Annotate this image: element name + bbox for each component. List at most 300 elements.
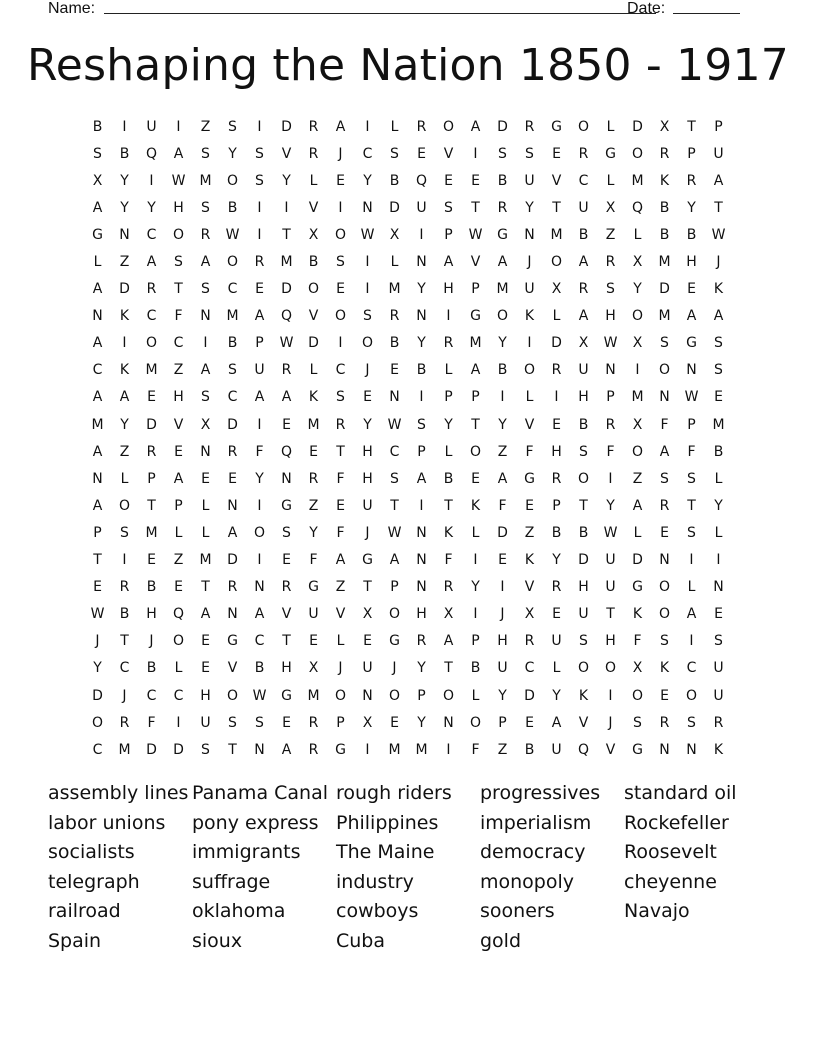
grid-letter: R [308,145,319,162]
grid-letter: R [497,199,508,216]
grid-letter: Y [552,552,561,569]
grid-letter: V [308,308,319,325]
grid-letter: A [389,552,400,569]
grid-letter: H [578,389,589,406]
grid-letter: Q [172,606,185,623]
grid-letter: E [309,443,318,460]
grid-letter: N [605,362,616,379]
grid-letter: D [146,741,157,758]
grid-letter: I [257,552,262,569]
grid-letter: E [552,145,561,162]
grid-letter: W [468,226,483,243]
grid-letter: L [444,443,453,460]
word-bank-item: progressives [480,782,601,804]
grid-letter: H [362,470,373,487]
grid-letter: Y [606,497,615,514]
grid-letter: M [145,362,158,379]
grid-letter: X [659,118,670,135]
grid-letter: I [365,741,370,758]
grid-letter: L [336,633,345,650]
grid-letter: O [604,660,617,677]
grid-letter: R [281,362,292,379]
grid-letter: U [362,660,373,677]
grid-letter: H [173,199,184,216]
grid-letter: V [335,606,346,623]
grid-letter: B [713,443,724,460]
grid-letter: G [524,470,535,487]
grid-letter: G [281,497,292,514]
grid-letter: Q [415,172,428,189]
grid-letter: E [309,633,318,650]
grid-letter: S [498,145,507,162]
grid-letter: D [632,552,643,569]
word-bank-item: Philippines [336,811,439,834]
grid-letter: R [524,118,535,135]
grid-letter: U [578,362,589,379]
grid-letter: I [365,281,370,298]
grid-letter: Z [524,524,535,541]
grid-letter: A [173,145,184,162]
grid-row [84,330,732,357]
grid-row [84,221,732,248]
grid-row [84,736,732,763]
grid-letter: U [713,660,724,677]
grid-letter: K [713,741,724,758]
grid-letter: O [91,714,104,731]
grid-letter: U [362,497,373,514]
grid-letter: O [631,443,644,460]
grid-letter: F [633,633,642,650]
date-blank-line [673,13,740,14]
grid-letter: M [631,389,644,406]
grid-letter: S [255,714,264,731]
grid-letter: E [714,606,723,623]
grid-letter: Z [632,470,643,487]
grid-letter: P [471,633,480,650]
grid-letter: I [257,497,262,514]
grid-letter: S [525,145,534,162]
grid-letter: U [524,281,535,298]
grid-letter: I [689,633,694,650]
grid-letter: D [281,281,292,298]
grid-letter: J [95,633,100,650]
grid-letter: I [257,118,262,135]
grid-letter: R [659,714,670,731]
grid-letter: B [497,172,508,189]
grid-letter: N [524,226,535,243]
grid-letter: I [500,579,505,596]
grid-letter: A [713,172,724,189]
grid-letter: W [684,389,699,406]
grid-letter: T [390,497,399,514]
grid-letter: J [122,687,127,704]
grid-letter: X [551,281,562,298]
grid-letter: D [497,118,508,135]
grid-letter: U [713,145,724,162]
grid-letter: N [713,579,724,596]
grid-letter: N [200,308,211,325]
grid-letter: U [146,118,157,135]
grid-letter: S [390,145,399,162]
grid-letter: E [174,579,183,596]
grid-letter: M [118,741,131,758]
grid-letter: F [147,714,156,731]
grid-letter: I [419,226,424,243]
grid-letter: V [470,254,481,271]
grid-letter: B [146,660,157,677]
grid-letter: C [335,362,346,379]
grid-letter: G [227,633,238,650]
grid-letter: E [201,470,210,487]
grid-letter: X [362,714,373,731]
grid-letter: S [201,389,210,406]
grid-letter: B [443,470,454,487]
grid-letter: K [524,308,535,325]
grid-letter: C [389,443,400,460]
grid-letter: I [149,172,154,189]
grid-letter: E [687,281,696,298]
grid-letter: Y [255,470,264,487]
grid-letter: I [419,389,424,406]
grid-letter: I [257,199,262,216]
word-bank-item: Navajo [624,900,690,923]
grid-letter: P [552,497,561,514]
grid-letter: K [578,687,589,704]
grid-letter: A [659,443,670,460]
name-label: Name: [48,0,96,17]
grid-letter: G [497,226,508,243]
grid-letter: L [444,362,453,379]
grid-letter: O [631,145,644,162]
grid-letter: Y [633,281,642,298]
grid-letter: D [524,687,535,704]
grid-letter: R [227,579,238,596]
grid-letter: V [605,741,616,758]
grid-letter: H [578,579,589,596]
grid-letter: L [390,118,399,135]
grid-letter: C [227,281,238,298]
grid-letter: O [442,687,455,704]
grid-letter: H [605,308,616,325]
grid-letter: I [473,606,478,623]
grid-letter: U [713,687,724,704]
grid-letter: I [176,714,181,731]
grid-letter: A [335,118,346,135]
grid-letter: L [174,524,183,541]
grid-letter: L [687,579,696,596]
grid-letter: T [471,416,480,433]
grid-letter: Y [471,579,480,596]
grid-letter: U [254,362,265,379]
grid-letter: A [443,254,454,271]
grid-letter: Q [145,145,158,162]
grid-letter: Y [120,416,129,433]
grid-letter: O [442,118,455,135]
grid-letter: F [255,443,264,460]
grid-letter: R [281,579,292,596]
grid-letter: R [605,254,616,271]
grid-letter: I [473,145,478,162]
grid-letter: T [714,199,723,216]
grid-letter: N [227,497,238,514]
grid-letter: X [632,660,643,677]
word-bank-item: industry [336,870,414,893]
grid-letter: R [389,308,400,325]
grid-letter: W [711,226,726,243]
grid-letter: A [281,389,292,406]
grid-letter: H [416,606,427,623]
grid-letter: H [200,687,211,704]
grid-letter: S [282,524,291,541]
grid-letter: E [228,470,237,487]
grid-letter: M [550,226,563,243]
grid-letter: P [714,118,723,135]
grid-letter: A [92,199,103,216]
grid-letter: A [92,443,103,460]
grid-letter: U [605,552,616,569]
grid-letter: T [606,606,615,623]
grid-letter: I [608,470,613,487]
grid-letter: O [361,335,374,352]
grid-letter: F [606,443,615,460]
grid-letter: L [714,524,723,541]
grid-letter: H [551,443,562,460]
grid-letter: P [444,389,453,406]
grid-letter: A [497,470,508,487]
word-bank-item: telegraph [48,870,140,893]
grid-letter: R [146,281,157,298]
word-bank-item: railroad [48,900,121,923]
grid-letter: R [308,118,319,135]
grid-letter: L [552,308,561,325]
grid-letter: X [632,335,643,352]
grid-letter: E [282,416,291,433]
grid-letter: C [92,741,103,758]
grid-letter: B [227,199,238,216]
grid-letter: A [146,254,157,271]
grid-letter: V [281,145,292,162]
grid-letter: V [551,172,562,189]
grid-letter: O [253,524,266,541]
grid-letter: R [578,145,589,162]
grid-letter: I [716,552,721,569]
grid-letter: R [227,443,238,460]
grid-letter: U [551,741,562,758]
grid-letter: A [551,714,562,731]
grid-letter: Y [120,199,129,216]
grid-letter: K [119,362,130,379]
grid-row [84,492,732,519]
grid-letter: O [388,687,401,704]
grid-letter: H [281,660,292,677]
grid-letter: E [147,389,156,406]
grid-letter: E [471,470,480,487]
grid-letter: F [309,552,318,569]
grid-letter: E [498,552,507,569]
grid-letter: A [578,308,589,325]
grid-letter: T [444,660,453,677]
grid-letter: A [92,281,103,298]
grid-letter: S [255,145,264,162]
grid-letter: N [254,579,265,596]
grid-letter: I [365,254,370,271]
grid-letter: T [147,497,156,514]
grid-letter: C [173,335,184,352]
grid-letter: F [336,524,345,541]
grid-letter: X [524,606,535,623]
grid-letter: M [199,172,212,189]
grid-letter: I [338,335,343,352]
page-title: Reshaping the Nation 1850 - 1917 [27,40,789,91]
grid-letter: S [687,470,696,487]
grid-letter: B [470,660,481,677]
grid-row [84,519,732,546]
word-bank-item: oklahoma [192,900,286,923]
grid-letter: S [201,741,210,758]
grid-letter: N [362,199,373,216]
grid-letter: R [200,226,211,243]
grid-letter: K [659,660,670,677]
grid-letter: H [173,389,184,406]
grid-letter: M [307,416,320,433]
grid-letter: X [443,606,454,623]
grid-letter: Y [93,660,102,677]
grid-letter: I [122,335,127,352]
grid-letter: Y [417,660,426,677]
grid-letter: B [524,741,535,758]
grid-letter: S [201,281,210,298]
grid-letter: A [443,633,454,650]
word-bank-item: cheyenne [624,870,717,893]
grid-letter: Y [309,524,318,541]
grid-letter: L [606,118,615,135]
grid-letter: E [201,660,210,677]
grid-letter: M [226,308,239,325]
grid-letter: I [257,226,262,243]
grid-letter: C [119,660,130,677]
grid-letter: B [254,660,265,677]
grid-letter: E [444,172,453,189]
grid-row [84,547,732,574]
word-bank [48,779,768,959]
grid-letter: S [201,199,210,216]
grid-letter: X [632,254,643,271]
grid-letter: I [635,362,640,379]
grid-letter: K [524,552,535,569]
grid-letter: E [201,633,210,650]
grid-letter: G [389,633,400,650]
grid-letter: O [226,172,239,189]
grid-letter: G [470,308,481,325]
grid-letter: D [632,118,643,135]
grid-letter: S [336,254,345,271]
grid-letter: R [146,443,157,460]
grid-letter: L [309,362,318,379]
grid-letter: A [173,470,184,487]
grid-letter: A [254,389,265,406]
grid-letter: H [605,633,616,650]
grid-letter: N [416,308,427,325]
grid-letter: U [200,714,211,731]
word-bank-item: assembly lines [48,782,189,804]
word-bank-item: sioux [192,929,243,952]
grid-letter: F [498,497,507,514]
grid-letter: D [227,552,238,569]
grid-letter: G [605,145,616,162]
word-bank-item: rough riders [336,782,452,804]
grid-letter: R [308,741,319,758]
grid-letter: B [551,524,562,541]
grid-letter: E [660,524,669,541]
grid-letter: Q [631,199,644,216]
grid-letter: E [336,281,345,298]
grid-letter: O [145,335,158,352]
grid-letter: O [496,308,509,325]
word-bank-item: Panama Canal [192,782,328,804]
grid-letter: N [659,389,670,406]
grid-row [84,411,732,438]
grid-letter: N [443,714,454,731]
grid-letter: B [659,226,670,243]
grid-letter: U [416,199,427,216]
grid-letter: U [524,172,535,189]
grid-letter: M [388,741,401,758]
grid-letter: C [173,687,184,704]
grid-letter: X [308,226,319,243]
grid-letter: A [254,606,265,623]
grid-letter: D [497,524,508,541]
word-bank-item: labor unions [48,811,166,834]
grid-letter: I [122,118,127,135]
grid-letter: E [525,714,534,731]
grid-letter: W [90,606,105,623]
grid-letter: A [578,254,589,271]
grid-letter: P [606,389,615,406]
word-bank-item: Spain [48,929,102,952]
grid-letter: L [309,172,318,189]
grid-letter: I [500,389,505,406]
grid-letter: V [524,579,535,596]
grid-letter: E [174,443,183,460]
grid-letter: R [578,281,589,298]
grid-letter: O [172,633,185,650]
grid-letter: C [146,308,157,325]
grid-letter: T [363,579,372,596]
grid-letter: E [282,714,291,731]
grid-letter: O [469,714,482,731]
grid-letter: S [579,443,588,460]
grid-letter: E [363,389,372,406]
grid-letter: C [92,362,103,379]
grid-letter: A [281,741,292,758]
grid-letter: B [578,524,589,541]
grid-letter: D [119,281,130,298]
grid-letter: P [147,470,156,487]
grid-letter: Y [417,281,426,298]
word-bank-item: pony express [192,811,319,834]
grid-letter: O [469,443,482,460]
grid-letter: X [200,416,211,433]
grid-letter: T [336,443,345,460]
grid-letter: O [631,308,644,325]
grid-letter: Y [417,335,426,352]
grid-letter: J [527,254,532,271]
grid-letter: Y [498,416,507,433]
grid-letter: M [469,335,482,352]
grid-letter: B [92,118,103,135]
grid-letter: D [146,416,157,433]
grid-row [84,655,732,682]
